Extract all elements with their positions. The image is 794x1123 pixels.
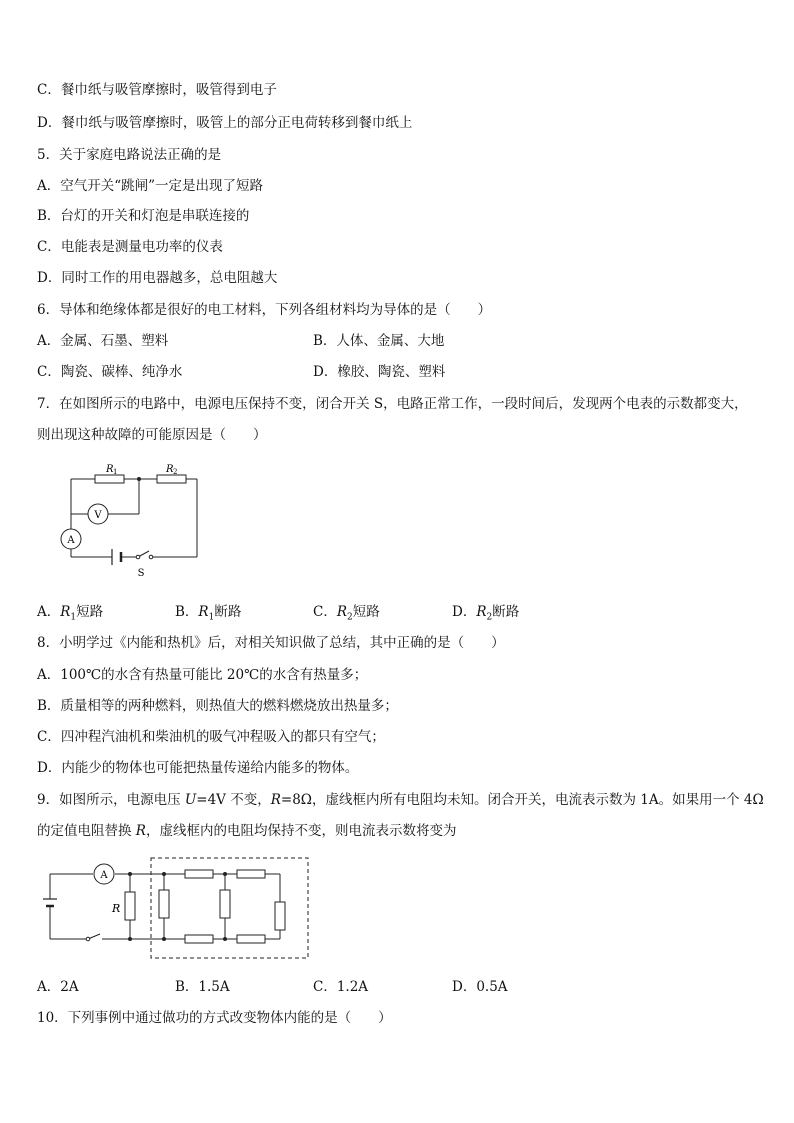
q6-option-a: A．金属、石墨、塑料 — [37, 333, 169, 349]
q7-r2-label: R — [166, 464, 174, 475]
q7-stem-line2: 则出现这种故障的可能原因是（ ） — [37, 427, 267, 443]
q7-option-d: D．$R_2$断路 — [452, 604, 520, 623]
q8-option-d: D．内能少的物体也可能把热量传递给内能多的物体。 — [37, 760, 359, 776]
q7-resistor-r1 — [95, 475, 124, 483]
q7-option-c: C．$R_2$短路 — [313, 604, 380, 623]
q5-option-d: D．同时工作的用电器越多，总电阻越大 — [37, 270, 278, 286]
q8-option-a: A．100℃的水含有热量可能比 20℃的水含有热量多； — [37, 667, 368, 683]
q5-option-b: B．台灯的开关和灯泡是串联连接的 — [37, 208, 250, 224]
q7-option-a: A．$R_1$短路 — [37, 604, 104, 623]
q5-stem: 5．关于家庭电路说法正确的是 — [37, 147, 222, 163]
q6-option-d: D．橡胶、陶瓷、塑料 — [313, 364, 446, 380]
q8-stem: 8．小明学过《内能和热机》后，对相关知识做了总结，其中正确的是（ ） — [37, 635, 505, 651]
q9-option-b: B．1.5A — [175, 979, 230, 995]
q9-option-a: A．2A — [37, 979, 79, 995]
q10-stem: 10．下列事例中通过做功的方式改变物体内能的是（ ） — [37, 1010, 392, 1026]
q8-option-b: B．质量相等的两种燃料，则热值大的燃料燃烧放出热量多； — [37, 698, 398, 714]
q4-option-d: D．餐巾纸与吸管摩擦时，吸管上的部分正电荷转移到餐巾纸上 — [37, 115, 413, 131]
q7-switch-label: S — [137, 568, 145, 579]
q9-ammeter-label: A — [100, 870, 108, 881]
q7-r2-subscript: 2 — [173, 468, 178, 476]
q9-resistor-r — [125, 892, 135, 920]
q7-circuit-diagram — [55, 458, 215, 583]
q7-option-b: B．$R_1$断路 — [175, 604, 242, 623]
q6-stem: 6．导体和绝缘体都是很好的电工材料，下列各组材料均为导体的是（ ） — [37, 302, 492, 318]
q9-box-resistor-6 — [159, 890, 169, 918]
q9-option-d: D．0.5A — [452, 979, 508, 995]
q6-option-b: B．人体、金属、大地 — [313, 333, 445, 349]
q9-option-c: C．1.2A — [313, 979, 369, 995]
q4-option-c: C．餐巾纸与吸管摩擦时，吸管得到电子 — [37, 82, 277, 98]
q9-stem-line2: 的定值电阻替换 R，虚线框内的电阻均保持不变，则电流表示数将变为 — [37, 823, 457, 839]
q8-option-c: C．四冲程汽油机和柴油机的吸气冲程吸入的都只有空气； — [37, 729, 385, 745]
q7-stem-line1: 7．在如图所示的电路中，电源电压保持不变，闭合开关 S，电路正常工作，一段时间后，发现两个电表的示数都变大， — [37, 396, 748, 412]
q7-r1-label: R — [106, 464, 114, 475]
q7-r1-subscript: 1 — [113, 468, 118, 476]
q9-circuit-diagram — [40, 852, 315, 967]
q7-ammeter-label: A — [67, 535, 75, 546]
q9-box-resistor-4 — [237, 935, 265, 943]
q9-box-resistor-7 — [220, 890, 230, 918]
q7-resistor-r2 — [157, 475, 186, 483]
q5-option-a: A．空气开关“跳闸”一定是出现了短路 — [37, 178, 264, 194]
q5-option-c: C．电能表是测量电功率的仪表 — [37, 239, 223, 255]
q9-box-resistor-2 — [237, 870, 265, 878]
q9-stem-line1: 9．如图所示，电源电压 U=4V 不变，R=8Ω，虚线框内所有电阻均未知。闭合开关，电流表示数为 1A。如果用一个 4Ω — [37, 792, 764, 808]
q9-resistor-label: R — [112, 902, 121, 915]
q9-box-resistor-3 — [275, 902, 285, 930]
q7-voltmeter-label: V — [94, 510, 102, 521]
q6-option-c: C．陶瓷、碳棒、纯净水 — [37, 364, 183, 380]
q9-box-resistor-1 — [185, 870, 213, 878]
q9-box-resistor-5 — [185, 935, 213, 943]
